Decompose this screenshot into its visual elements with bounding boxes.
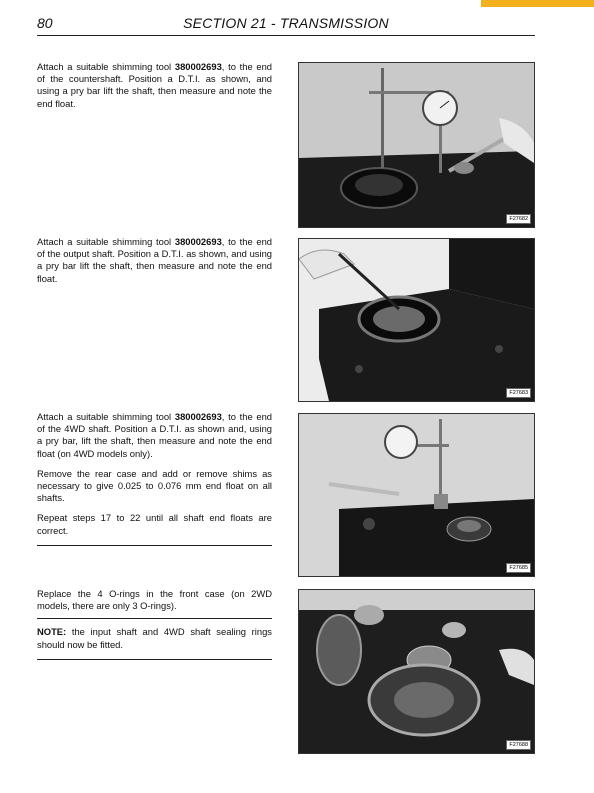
page-header [37, 15, 535, 36]
tool-number: 380002693 [174, 411, 222, 422]
step-3-text: Attach a suitable shimming tool 380002693, to the end of the 4WD shaft. Position a D.T.I. as shown and, using a pry bar, lift the shaft, then measure and note the end float (on 4WD models only). Remove the rear case and add or remove shims as necessary to give 0.025 to 0.076 mm end float on all shafts. Repeat steps 17 to 22 until all shaft end floats are correct. [37, 411, 272, 546]
note-label: NOTE: [37, 626, 67, 638]
section-title: SECTION 21 - TRANSMISSION [183, 15, 389, 31]
page-number: 80 [37, 15, 53, 31]
front-case-gears-photo [298, 589, 535, 754]
note-box: NOTE: the input shaft and 4WD shaft sealing rings should now be fitted. [37, 618, 272, 659]
figure-label: F27685 [506, 563, 531, 573]
countershaft-dti-photo [298, 62, 535, 228]
section-tab [481, 0, 594, 7]
tool-number: 380002693 [174, 61, 222, 72]
step-4-text: Replace the 4 O-rings in the front case (on 2WD models, there are only 3 O-rings). NOTE: the input shaft and 4WD shaft sealing rings should now be fitted. [37, 588, 272, 660]
4wd-shaft-dti-photo [298, 413, 535, 577]
figure-label: F27683 [506, 388, 531, 398]
figure-label: F27682 [506, 214, 531, 224]
output-shaft-photo [298, 238, 535, 402]
step-1-text: Attach a suitable shimming tool 380002693, to the end of the countershaft. Position a D.T.I. as shown, and using a pry bar lift the shaft, then measure and note the end float. [37, 61, 273, 109]
tool-number: 380002693 [174, 236, 222, 247]
figure-label: F27688 [506, 740, 531, 750]
step-2-text: Attach a suitable shimming tool 380002693, to the end of the output shaft. Position a D.T.I. as shown, and using a pry bar lift the shaft, then measure and note the end float. [37, 236, 273, 284]
